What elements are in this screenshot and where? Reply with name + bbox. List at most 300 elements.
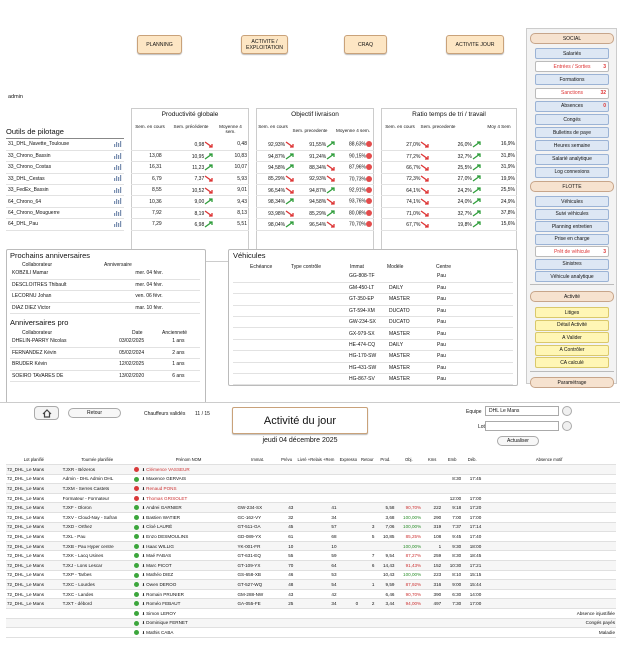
list-item xyxy=(10,359,200,370)
count-badge: 32 xyxy=(600,90,606,97)
download-icon[interactable]: ⬇ xyxy=(141,466,147,472)
driver-name-text: Mathis CABA xyxy=(146,629,174,635)
download-icon[interactable]: ⬇ xyxy=(141,543,147,549)
cell xyxy=(359,541,375,551)
sidebar-item-sinistres-label: Sinistres xyxy=(562,261,582,267)
column-header xyxy=(133,455,141,465)
list-item xyxy=(10,268,200,279)
prod-avg: 8,13 xyxy=(216,207,249,218)
equipe-label: Equipe xyxy=(466,409,482,415)
trend-down-icon xyxy=(420,141,430,148)
retour-button[interactable]: Retour xyxy=(68,408,121,418)
cell: 10,85 xyxy=(375,532,395,542)
sidebar-item-a-valider[interactable] xyxy=(535,332,609,343)
veh-modele: MASTER xyxy=(387,374,435,385)
download-icon[interactable]: ⬇ xyxy=(141,562,147,568)
bar-chart-icon[interactable] xyxy=(113,209,122,216)
obj-avg-value: 90,15% xyxy=(349,153,366,160)
cell: 6:30 xyxy=(442,589,462,599)
status-green-icon xyxy=(134,573,139,578)
cell xyxy=(395,465,422,475)
cell: TJXT - débord xyxy=(62,599,133,609)
cell: 17:00 xyxy=(462,599,482,609)
activite-section[interactable]: Activité xyxy=(530,291,614,302)
outil-name: 31_DHL_Navette_Toulouse xyxy=(6,139,104,150)
veh-type xyxy=(285,282,347,293)
trend-up-icon xyxy=(326,187,336,194)
cell xyxy=(482,532,616,542)
sidebar-item-planning-entretien[interactable] xyxy=(535,221,609,232)
cell xyxy=(462,484,482,494)
cell: TJXM - Serres Castets xyxy=(62,484,133,494)
cell: 390 xyxy=(422,589,442,599)
cell: 259 xyxy=(422,551,442,561)
ratio-prev xyxy=(432,150,483,161)
table-row[interactable] xyxy=(6,532,616,542)
cell: 12:00 xyxy=(442,493,462,503)
cell xyxy=(338,618,360,628)
sidebar-item-heures-semaine-label: Heures semaine xyxy=(553,142,591,149)
veh-modele: MASTER xyxy=(387,328,435,339)
ratio-prev xyxy=(432,139,483,150)
anniv-col2: Anniversaire xyxy=(104,262,132,268)
cell xyxy=(395,493,422,503)
table-row[interactable] xyxy=(233,271,513,282)
table-row[interactable] xyxy=(233,305,513,316)
ratio-title: Ratio temps de tri / travail xyxy=(412,111,486,118)
cell: 72_DHL_Le Mans xyxy=(6,551,62,561)
prod-avg: 10,07 xyxy=(216,162,249,173)
sidebar-item-prise-en-charge[interactable] xyxy=(535,234,609,245)
driver-name-text: Maé FABAS xyxy=(146,553,172,559)
social-section[interactable]: SOCIAL xyxy=(530,33,614,44)
cell xyxy=(359,618,375,628)
bar-chart-icon[interactable] xyxy=(113,220,122,227)
cell: 9:00 xyxy=(442,580,462,590)
bar-chart-icon[interactable] xyxy=(113,197,122,204)
obj-title: Objectif livraison xyxy=(291,111,339,118)
obj-cur xyxy=(256,150,297,161)
cell: 72_DHL_Le Mans xyxy=(6,561,62,571)
trend-up-icon xyxy=(472,141,482,148)
cell xyxy=(236,628,278,638)
obj-avg xyxy=(338,139,374,150)
table-row[interactable] xyxy=(6,561,616,571)
prod-avg: 5,93 xyxy=(216,173,249,184)
cell: 87,92% xyxy=(395,580,422,590)
driver-name xyxy=(141,551,237,561)
obj-prev-value: 85,29% xyxy=(309,210,327,217)
obj-avg xyxy=(338,173,374,184)
cell xyxy=(482,541,616,551)
chart-cell[interactable] xyxy=(104,162,124,173)
table-row[interactable] xyxy=(233,294,513,305)
download-icon[interactable]: ⬇ xyxy=(141,524,147,530)
obj-avg-value: 92,91% xyxy=(349,187,366,194)
table-row[interactable] xyxy=(6,207,124,218)
home-button[interactable] xyxy=(34,406,59,420)
table-row[interactable] xyxy=(6,541,616,551)
chart-cell[interactable] xyxy=(104,185,124,196)
veh-type xyxy=(285,339,347,350)
trend-up-icon xyxy=(326,141,336,148)
ratio-prev xyxy=(432,185,483,196)
activite-jour-button[interactable]: ACTIVITE JOUR xyxy=(446,35,504,54)
table-row[interactable] xyxy=(6,628,616,638)
table-row[interactable] xyxy=(233,374,513,385)
cell xyxy=(338,589,360,599)
sidebar-item-d-tail-activit--label: Détail Activité xyxy=(556,322,587,328)
count-badge: 3 xyxy=(603,63,606,70)
status-dot xyxy=(133,599,141,609)
table-row[interactable] xyxy=(6,219,124,230)
prod-cur: 7,92 xyxy=(131,207,164,218)
prod-prev-value: 6,98 xyxy=(194,221,205,228)
cell xyxy=(294,609,337,619)
download-icon[interactable]: ⬇ xyxy=(141,601,147,607)
prod-prev-value: 10,52 xyxy=(191,187,205,194)
cell xyxy=(375,493,395,503)
table-row[interactable] xyxy=(6,465,616,475)
cell xyxy=(62,628,133,638)
driver-name-text: Renaud PONS xyxy=(146,486,177,492)
sidebar-item-pr-t-de-v-hicule[interactable] xyxy=(535,246,609,257)
veh-immat: HG-867-SV xyxy=(347,374,387,385)
sidebar-item-formations-label: Formations xyxy=(559,76,585,83)
table-row[interactable] xyxy=(6,513,616,523)
cell xyxy=(359,609,375,619)
cell xyxy=(482,522,616,532)
table-row[interactable] xyxy=(6,522,616,532)
sidebar-item-bulletins-de-paye[interactable] xyxy=(535,127,609,138)
download-icon[interactable]: ⬇ xyxy=(141,495,147,501)
prod-h3: Moyenne 4 sem. xyxy=(219,124,242,134)
table-row[interactable] xyxy=(6,474,616,484)
cell: 5 xyxy=(359,532,375,542)
status-dot xyxy=(133,513,141,523)
cell xyxy=(62,618,133,628)
cell xyxy=(375,628,395,638)
cell xyxy=(375,618,395,628)
download-icon[interactable]: ⬇ xyxy=(141,486,147,492)
cell xyxy=(294,493,337,503)
bar-chart-icon[interactable] xyxy=(113,140,122,147)
download-icon[interactable]: ⬇ xyxy=(141,591,147,597)
table-row[interactable] xyxy=(6,551,616,561)
obj-prev xyxy=(297,219,338,230)
bar-chart-icon[interactable] xyxy=(113,163,122,170)
equipe-clear-icon[interactable] xyxy=(562,406,572,416)
driver-name xyxy=(141,618,237,628)
sidebar-item-a-contr-ler[interactable] xyxy=(535,345,609,356)
status-green-icon xyxy=(134,601,139,606)
sidebar-item-salari-s[interactable] xyxy=(535,48,609,59)
anniv-title: Prochains anniversaires xyxy=(10,251,91,260)
cell: 100,00% xyxy=(395,541,422,551)
sidebar-item-litiges[interactable] xyxy=(535,307,609,318)
sidebar-item-ca-calcul-[interactable] xyxy=(535,357,609,368)
table-row[interactable] xyxy=(233,317,513,328)
status-green-icon xyxy=(134,477,139,482)
cell xyxy=(482,493,616,503)
veh-echeance xyxy=(233,339,285,350)
download-icon[interactable]: ⬇ xyxy=(141,476,147,482)
sidebar-item-suivi-v-hicules[interactable] xyxy=(535,209,609,220)
prod-prev xyxy=(164,173,217,184)
cell xyxy=(236,465,278,475)
cell: 42 xyxy=(294,589,337,599)
cell xyxy=(294,628,337,638)
table-row[interactable] xyxy=(6,196,124,207)
table-row[interactable] xyxy=(6,150,124,161)
status-green-icon xyxy=(134,611,139,616)
download-icon[interactable]: ⬇ xyxy=(141,514,147,520)
table-row[interactable] xyxy=(6,162,124,173)
table-row xyxy=(381,150,517,161)
veh-centre: Pau xyxy=(435,317,513,328)
cell xyxy=(359,628,375,638)
trend-up-icon xyxy=(204,164,214,171)
cell xyxy=(462,609,482,619)
chart-cell[interactable] xyxy=(104,139,124,150)
table-row[interactable] xyxy=(6,570,616,580)
table-row[interactable] xyxy=(233,351,513,362)
table-row xyxy=(256,219,374,230)
cell xyxy=(359,484,375,494)
status-green-icon xyxy=(134,630,139,635)
sad-face-icon xyxy=(366,153,372,159)
cell xyxy=(338,541,360,551)
cell: 72_DHL_Le Mans xyxy=(6,522,62,532)
status-green-icon xyxy=(134,592,139,597)
annpro-seniority: 2 ans xyxy=(170,347,200,358)
driver-name xyxy=(141,522,237,532)
trend-up-icon xyxy=(326,153,336,160)
obj-cur xyxy=(256,185,297,196)
sidebar-item-v-hicules[interactable] xyxy=(535,196,609,207)
anniv-name: DIAZ DIEZ Victor xyxy=(10,302,133,313)
annpro-col2: Date xyxy=(132,330,143,336)
cell xyxy=(442,628,462,638)
cell xyxy=(359,589,375,599)
table-row xyxy=(381,207,517,218)
ratio-cur-value: 74,1% xyxy=(406,198,421,205)
chart-cell[interactable] xyxy=(104,196,124,207)
cell xyxy=(442,465,462,475)
table-row[interactable] xyxy=(233,339,513,350)
cell: 94,00% xyxy=(395,599,422,609)
bar-chart-icon[interactable] xyxy=(113,174,122,181)
table-row[interactable] xyxy=(6,580,616,590)
table-row[interactable] xyxy=(233,362,513,373)
planning-button[interactable]: PLANNING xyxy=(137,35,182,54)
download-icon[interactable]: ⬇ xyxy=(141,629,147,635)
sidebar-item-planning-entretien-label: Planning entretien xyxy=(551,223,593,230)
column-header: Prod. xyxy=(375,455,395,465)
obj-cur xyxy=(256,207,297,218)
cell: 497 xyxy=(422,599,442,609)
cell: 54 xyxy=(294,580,337,590)
prod-cur: 10,36 xyxy=(131,196,164,207)
driver-name xyxy=(141,513,237,523)
obj-avg-value: 70,73% xyxy=(349,176,366,183)
status-dot xyxy=(133,551,141,561)
veh-immat: GX-979-SX xyxy=(347,328,387,339)
cell xyxy=(338,628,360,638)
trend-down-icon xyxy=(326,221,336,228)
table-row[interactable] xyxy=(6,493,616,503)
cell: 17:40 xyxy=(462,532,482,542)
sidebar-item-formations[interactable] xyxy=(535,74,609,85)
sidebar-item-heures-semaine[interactable] xyxy=(535,140,609,151)
sidebar-item-absences[interactable] xyxy=(535,101,609,112)
trend-down-icon xyxy=(285,175,295,182)
table-row[interactable] xyxy=(6,139,124,150)
home-icon xyxy=(42,409,52,418)
download-icon[interactable]: ⬇ xyxy=(141,505,147,511)
cell xyxy=(482,513,616,523)
table-row[interactable] xyxy=(6,589,616,599)
chart-cell[interactable] xyxy=(104,150,124,161)
sidebar-item-cong-s[interactable] xyxy=(535,114,609,125)
sidebar-item-sanctions[interactable] xyxy=(535,88,609,99)
table-row[interactable] xyxy=(6,173,124,184)
download-icon[interactable]: ⬇ xyxy=(141,582,147,588)
prod-prev xyxy=(164,185,217,196)
obj-avg-value: 87,96% xyxy=(349,164,366,171)
cell: 72_DHL_Le Mans xyxy=(6,484,62,494)
obj-cur-value: 85,29% xyxy=(268,176,286,183)
cell xyxy=(6,618,62,628)
lot-clear-icon[interactable] xyxy=(562,421,572,431)
cell: 10 xyxy=(279,541,295,551)
trend-down-icon xyxy=(326,164,336,171)
outil-name: 33_FedEx_Bassin xyxy=(6,185,104,196)
download-icon[interactable]: ⬇ xyxy=(141,534,147,540)
sidebar-item-sinistres[interactable] xyxy=(535,259,609,270)
download-icon[interactable]: ⬇ xyxy=(141,620,147,626)
veh-echeance xyxy=(233,305,285,316)
list-item xyxy=(10,347,200,358)
ratio-cur-value: 77,2% xyxy=(406,153,421,160)
table-row[interactable] xyxy=(233,328,513,339)
cell: 17:14 xyxy=(462,522,482,532)
cell: 100,00% xyxy=(395,570,422,580)
bar-chart-icon[interactable] xyxy=(113,186,122,193)
table-row[interactable] xyxy=(6,609,616,619)
cell: 7,06 xyxy=(375,522,395,532)
flotte-section[interactable]: FLOTTE xyxy=(530,181,614,192)
cell: 41 xyxy=(294,503,337,513)
table-row xyxy=(381,139,517,150)
driver-name xyxy=(141,493,237,503)
driver-name-text: Dominique FERNET xyxy=(146,620,188,626)
cell xyxy=(422,474,442,484)
table-row[interactable] xyxy=(6,185,124,196)
cell xyxy=(462,465,482,475)
sidebar-item-entr-es-sorties[interactable] xyxy=(535,61,609,72)
actualiser-button[interactable]: Actualiser xyxy=(497,436,539,446)
cell: Absence injustifiée xyxy=(482,609,616,619)
veh-modele: MASTER xyxy=(387,294,435,305)
sidebar-item-salari-analytique[interactable] xyxy=(535,154,609,165)
cell: 72_DHL_Le Mans xyxy=(6,503,62,513)
annpro-col3: Ancienneté xyxy=(162,330,188,336)
driver-name xyxy=(141,484,237,494)
table-row[interactable] xyxy=(6,503,616,513)
download-icon[interactable]: ⬇ xyxy=(141,553,147,559)
status-dot xyxy=(133,628,141,638)
chart-cell[interactable] xyxy=(104,207,124,218)
ratio-cur xyxy=(381,196,432,207)
veh-centre: Pau xyxy=(435,328,513,339)
equipe-select[interactable]: DHL Le Mans xyxy=(485,406,559,416)
cell: 43 xyxy=(279,503,295,513)
sidebar-item-d-tail-activit-[interactable] xyxy=(535,320,609,331)
cell xyxy=(6,628,62,638)
trend-down-icon xyxy=(326,198,336,205)
prod-prev xyxy=(164,207,217,218)
cell xyxy=(442,618,462,628)
veh-immat: HG-431-SW xyxy=(347,362,387,373)
anniv-name: KOBZILI Mamar xyxy=(10,268,133,279)
obj-prev xyxy=(297,196,338,207)
veh-centre: Pau xyxy=(435,271,513,282)
status-green-icon xyxy=(134,563,139,568)
download-icon[interactable]: ⬇ xyxy=(141,610,147,616)
table-row[interactable] xyxy=(6,618,616,628)
ratio-prev xyxy=(432,162,483,173)
prod-prev xyxy=(164,219,217,230)
craq-button[interactable]: CRAQ xyxy=(344,35,387,54)
ratio-cur xyxy=(381,162,432,173)
sidebar-item-v-hicule-analytique[interactable] xyxy=(535,271,609,282)
cell xyxy=(338,493,360,503)
chart-cell[interactable] xyxy=(104,219,124,230)
driver-name xyxy=(141,532,237,542)
sidebar-item-absences-label: Absences xyxy=(561,103,583,110)
driver-name xyxy=(141,465,237,475)
outil-name: 64_Chrono_64 xyxy=(6,196,104,207)
cell: 5,58 xyxy=(375,503,395,513)
obj-avg-value: 70,70% xyxy=(349,221,366,228)
status-dot xyxy=(133,618,141,628)
cell: 18:45 xyxy=(462,551,482,561)
sidebar-item-log-connexions[interactable] xyxy=(535,167,609,178)
bar-chart-icon[interactable] xyxy=(113,152,122,159)
activity-table xyxy=(6,455,616,638)
parametrage-button[interactable]: Paramétrage xyxy=(530,377,614,388)
chart-cell[interactable] xyxy=(104,173,124,184)
cell: 14,43 xyxy=(375,561,395,571)
ratio-cur-value: 27,0% xyxy=(406,141,421,148)
download-icon[interactable]: ⬇ xyxy=(141,572,147,578)
column-header: Immat. xyxy=(236,455,278,465)
table-row[interactable] xyxy=(6,484,616,494)
table-row[interactable] xyxy=(233,282,513,293)
veh-immat: GT-594-XM xyxy=(347,305,387,316)
cell: 9,54 xyxy=(375,551,395,561)
lot-select[interactable] xyxy=(485,421,559,431)
prod-prev xyxy=(164,139,217,150)
cell xyxy=(279,609,295,619)
cell: 8:10 xyxy=(442,570,462,580)
activite-exploitation-button[interactable]: ACTIVITE / EXPLOITATION xyxy=(241,35,288,54)
cell xyxy=(359,465,375,475)
table-row[interactable] xyxy=(6,599,616,609)
driver-name xyxy=(141,609,237,619)
table-row xyxy=(256,139,374,150)
